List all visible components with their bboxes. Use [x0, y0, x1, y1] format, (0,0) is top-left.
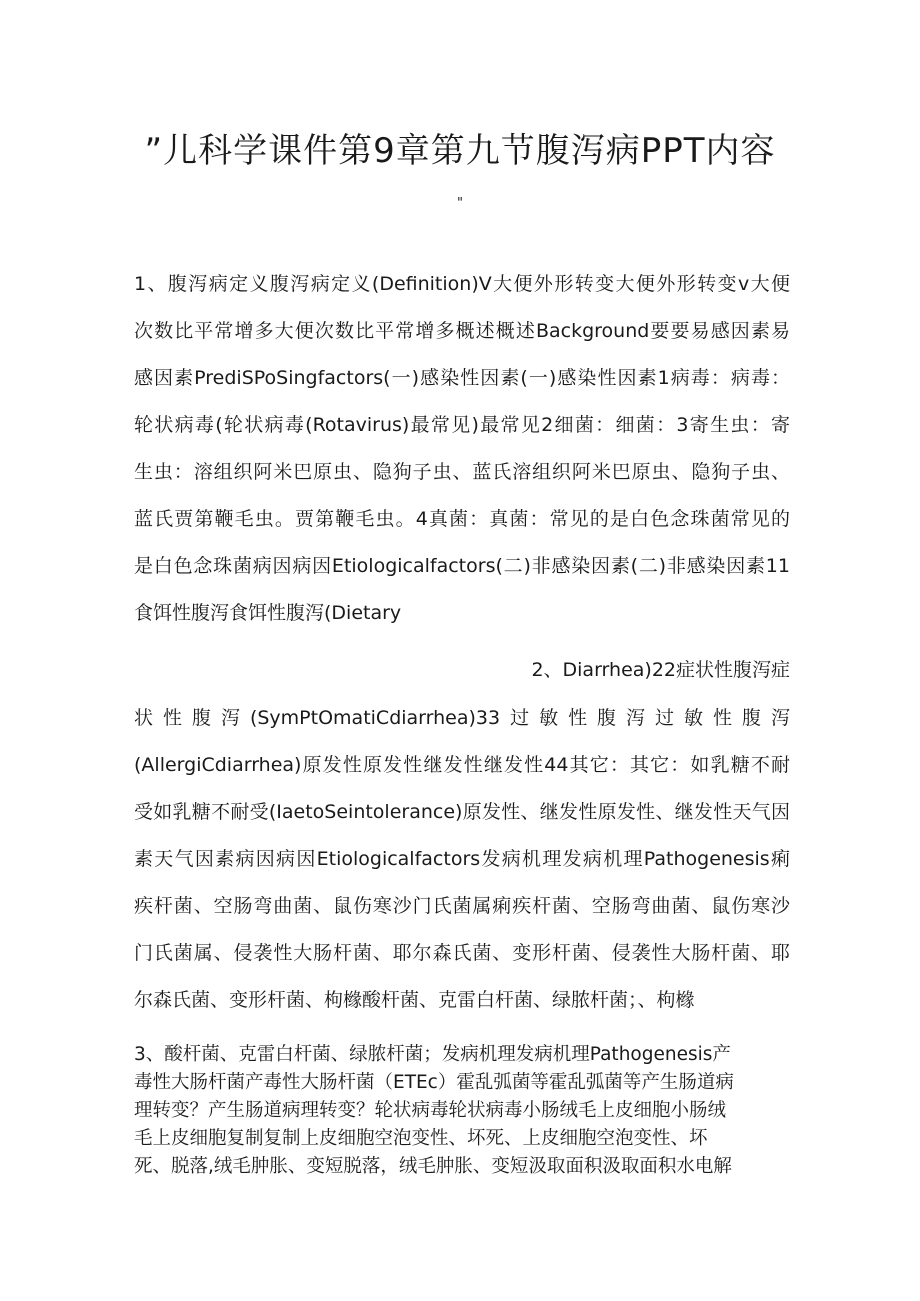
paragraph-line: 门氏菌属、侵袭性大肠杆菌、耶尔森氏菌、变形杆菌、侵袭性大肠杆菌、耶 [134, 942, 790, 964]
paragraph-line: 受如乳糖不耐受(IaetoSeintolerance)原发性、继发性原发性、继发性天气因 [134, 801, 790, 823]
document-subtitle: " [457, 196, 463, 211]
paragraph-line: 感因素PrediSPoSingfactors(一)感染性因素(一)感染性因素1病毒：病毒： [134, 367, 790, 389]
paragraph-line: 疾杆菌、空肠弯曲菌、鼠伤寒沙门氏菌属痢疾杆菌、空肠弯曲菌、鼠伤寒沙 [134, 895, 790, 917]
paragraph-line: 蓝氏贾第鞭毛虫。贾第鞭毛虫。4真菌：真菌：常见的是白色念珠菌常见的 [134, 508, 790, 530]
paragraph-line: 尔森氏菌、变形杆菌、枸橼酸杆菌、克雷白杆菌、绿脓杆菌；、枸橼 [134, 989, 695, 1011]
paragraph-line: 毒性大肠杆菌产毒性大肠杆菌（ETEc）霍乱弧菌等霍乱弧菌等产生肠道病 [134, 1072, 734, 1093]
paragraph-line: 是白色念珠菌病因病因Etiologicalfactors(二)非感染因素(二)非感染因素11 [134, 555, 790, 577]
paragraph-line: 状性腹泻(SymPtOmatiCdiarrhea)33过敏性腹泻过敏性腹泻 [134, 707, 790, 729]
paragraph-line: 生虫：溶组织阿米巴原虫、隐狗子虫、蓝氏溶组织阿米巴原虫、隐狗子虫、 [134, 461, 790, 483]
paragraph-line: 次数比平常增多大便次数比平常增多概述概述Background要要易感因素易 [134, 320, 790, 342]
paragraph-line: 2、Diarrhea)22症状性腹泻症 [531, 659, 790, 681]
paragraph-line: 食饵性腹泻食饵性腹泻(Dietary [134, 602, 402, 624]
paragraph-line: 死、脱落,绒毛肿胀、变短脱落，绒毛肿胀、变短汲取面积汲取面积水电解 [134, 1156, 732, 1177]
paragraph-line: (AllergiCdiarrhea)原发性原发性继发性继发性44其它：其它：如乳糖不耐 [134, 754, 790, 776]
paragraph-line: 3、酸杆菌、克雷白杆菌、绿脓杆菌；发病机理发病机理Pathogenesis产 [134, 1044, 731, 1065]
document-title: ”儿科学课件第9章第九节腹泻病PPT内容 [144, 131, 776, 171]
paragraph-line: 1、腹泻病定义腹泻病定义(Definition)V大便外形转变大便外形转变v大便 [134, 273, 790, 295]
paragraph-line: 素天气因素病因病因Etiologicalfactors发病机理发病机理Pathogenesis痢 [134, 848, 790, 870]
paragraph-line: 毛上皮细胞复制复制上皮细胞空泡变性、坏死、上皮细胞空泡变性、坏 [134, 1128, 708, 1149]
paragraph-line: 轮状病毒(轮状病毒(Rotavirus)最常见)最常见2细菌：细菌：3寄生虫：寄 [134, 414, 790, 436]
paragraph-line: 理转变？产生肠道病理转变？轮状病毒轮状病毒小肠绒毛上皮细胞小肠绒 [134, 1100, 727, 1121]
